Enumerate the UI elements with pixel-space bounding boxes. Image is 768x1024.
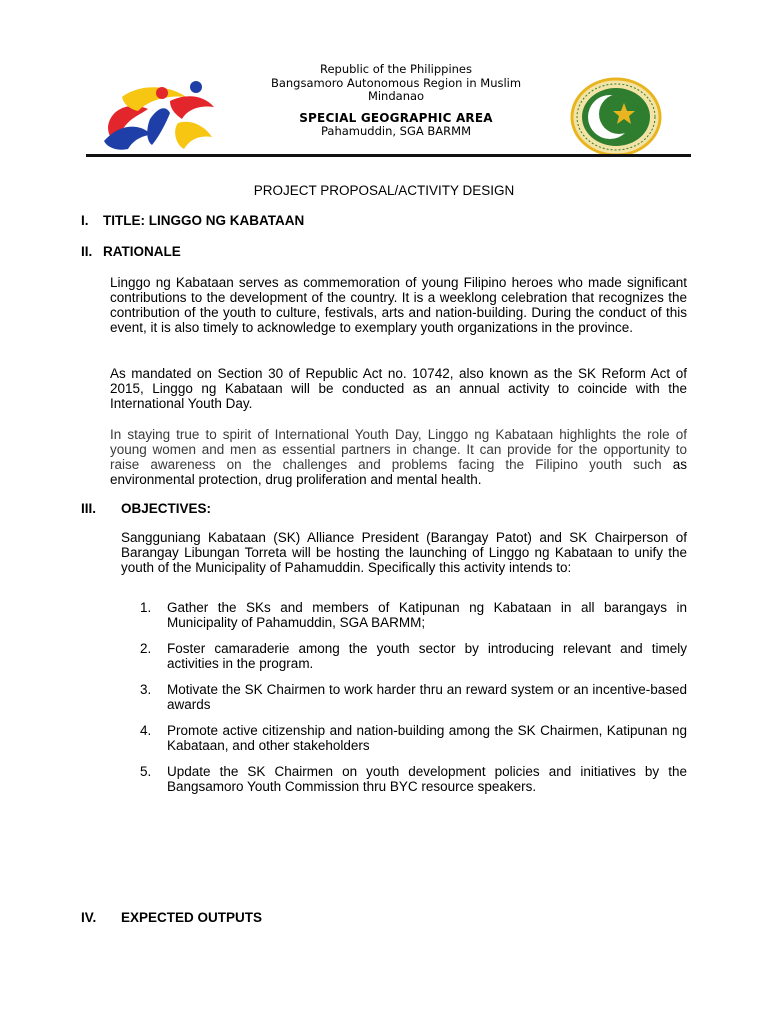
document-title: PROJECT PROPOSAL/ACTIVITY DESIGN <box>253 183 515 198</box>
rationale-paragraph-1: Linggo ng Kabataan serves as commemoration of young Filipino heroes who made significant contributions to the development of the country. It is a weeklong celebration that recognizes the contribution of the youth to culture, festivals, arts and nation-building. During the conduct of this event, it is also timely to acknowledge to exemplary youth organizations in the province. <box>110 275 687 335</box>
section-rationale-heading <box>81 244 181 259</box>
section-number: III. <box>81 501 97 516</box>
section-label: EXPECTED OUTPUTS <box>121 910 263 925</box>
item-text: Gather the SKs and members of Katipunan ng Kabataan in all barangays in Municipality of Pahamuddin, SGA BARMM; <box>167 600 687 630</box>
section-title-heading <box>81 213 304 228</box>
section-label: RATIONALE <box>103 244 181 259</box>
item-text: Motivate the SK Chairmen to work harder thru an reward system or an incentive-based awards <box>167 682 687 712</box>
item-number: 5. <box>140 764 152 779</box>
sk-logo-icon <box>100 79 220 155</box>
objectives-list <box>140 600 687 805</box>
item-number: 1. <box>140 600 152 615</box>
header-line-region: Bangsamoro Autonomous Region in Muslim Mindanao <box>270 75 522 103</box>
barmm-seal-icon <box>570 77 662 157</box>
section-label: OBJECTIVES: <box>121 501 212 516</box>
item-text: Update the SK Chairmen on youth development policies and initiatives by the Bangsamoro Youth Commission thru BYC resource speakers. <box>167 764 687 794</box>
letterhead-text <box>246 63 546 139</box>
rationale-paragraph-3-part-b: as environmental protection, drug proliferation and mental health. <box>110 457 688 487</box>
rationale-paragraph-3 <box>110 427 687 487</box>
item-number: 3. <box>140 682 152 697</box>
header-line-republic: Republic of the Philippines <box>319 62 473 76</box>
list-item <box>140 723 687 753</box>
section-number: II. <box>81 244 93 259</box>
list-item <box>140 600 687 630</box>
letterhead <box>86 55 691 160</box>
section-label: TITLE: LINGGO NG KABATAAN <box>103 213 305 228</box>
rationale-paragraph-2: As mandated on Section 30 of Republic Act no. 10742, also known as the SK Reform Act of 2015, Linggo ng Kabataan will be conducted as an annual activity to coincide with the International Youth Day. <box>110 366 687 411</box>
item-number: 2. <box>140 641 152 656</box>
section-objectives-heading <box>81 501 211 516</box>
section-number: I. <box>81 213 89 228</box>
rationale-paragraph-3-part-a: In staying true to spirit of International Youth Day, Linggo ng Kabataan highlights the role of young women and men as essential partners in change. It can provide for the opportunity to raise awareness on the challenges and problems facing the Filipino youth such <box>110 427 687 472</box>
list-item <box>140 641 687 671</box>
item-text: Foster camaraderie among the youth sector by introducing relevant and timely activities in the program. <box>167 641 687 671</box>
objectives-intro: Sangguniang Kabataan (SK) Alliance President (Barangay Patot) and SK Chairperson of Barangay Libungan Torreta will be hosting the launching of Linggo ng Kabataan to unify the youth of the Municipality of Pahamuddin. Specifically this activity intends to: <box>121 530 687 575</box>
item-text: Promote active citizenship and nation-building among the SK Chairmen, Katipunan ng Kabataan, and other stakeholders <box>167 723 687 753</box>
header-area: SPECIAL GEOGRAPHIC AREA <box>299 110 493 125</box>
item-number: 4. <box>140 723 152 738</box>
section-number: IV. <box>81 910 97 925</box>
header-rule <box>86 154 691 157</box>
header-location: Pahamuddin, SGA BARMM <box>320 124 471 138</box>
list-item <box>140 764 687 794</box>
section-outputs-heading <box>81 910 262 925</box>
list-item <box>140 682 687 712</box>
